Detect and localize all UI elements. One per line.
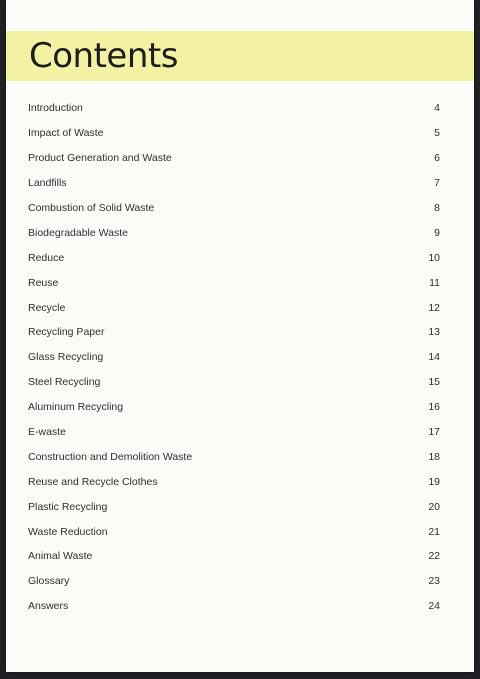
toc-entry-title: Introduction [28, 102, 83, 115]
toc-entry[interactable] [28, 146, 440, 171]
toc-entry-title: Impact of Waste [28, 127, 104, 140]
toc-entry-page: 19 [428, 475, 440, 488]
toc-entry[interactable] [28, 544, 440, 569]
book-page [6, 0, 474, 672]
toc-entry-title: Answers [28, 600, 69, 613]
toc-entry[interactable] [28, 420, 440, 445]
toc-entry-title: Recycle [28, 301, 66, 314]
toc-entry-title: Plastic Recycling [28, 500, 108, 513]
toc-entry-title: Product Generation and Waste [28, 152, 172, 165]
toc-entry-page: 11 [429, 276, 440, 289]
toc-entry[interactable] [28, 96, 440, 121]
toc-entry[interactable] [28, 444, 440, 469]
toc-entry-title: Landfills [28, 177, 67, 190]
toc-entry-page: 7 [434, 177, 440, 190]
toc-entry-page: 10 [428, 251, 440, 264]
toc-entry-title: Construction and Demolition Waste [28, 450, 193, 463]
toc-entry-title: Glass Recycling [28, 351, 104, 364]
toc-entry[interactable] [28, 196, 440, 221]
toc-entry-title: Reuse [28, 276, 59, 289]
toc-entry[interactable] [28, 295, 440, 320]
toc-entry-page: 20 [428, 500, 440, 513]
toc-entry-page: 4 [434, 102, 440, 115]
toc-entry[interactable] [28, 370, 440, 395]
toc-entry[interactable] [28, 469, 440, 494]
toc-entry-page: 23 [428, 575, 440, 588]
toc-entry[interactable] [28, 494, 440, 519]
toc-entry-title: Glossary [28, 575, 70, 588]
toc-entry-title: Steel Recycling [28, 376, 101, 389]
toc-entry[interactable] [28, 345, 440, 370]
toc-entry-page: 13 [428, 326, 440, 339]
toc-entry-page: 9 [434, 226, 440, 239]
toc-entry[interactable] [28, 519, 440, 544]
toc-entry[interactable] [28, 245, 440, 270]
toc-entry-title: Animal Waste [28, 550, 93, 563]
toc-entry-page: 5 [434, 127, 440, 140]
toc-entry-page: 15 [428, 376, 440, 389]
toc-entry[interactable] [28, 220, 440, 245]
toc-entry[interactable] [28, 395, 440, 420]
toc-entry-page: 8 [434, 202, 440, 214]
toc-entry-title: Reuse and Recycle Clothes [28, 475, 158, 488]
toc-entry[interactable] [28, 121, 440, 146]
toc-entry-title: Aluminum Recycling [28, 401, 124, 414]
toc-entry[interactable] [28, 320, 440, 345]
toc-entry-page: 22 [428, 550, 440, 563]
toc-entry[interactable] [28, 569, 440, 594]
toc-entry-title: Reduce [28, 251, 65, 264]
toc-entry[interactable] [28, 594, 440, 619]
toc-entry-page: 18 [428, 450, 440, 463]
toc-entry-page: 6 [434, 152, 440, 165]
toc-entry-page: 14 [428, 351, 440, 364]
toc-entry[interactable] [28, 270, 440, 295]
toc-entry-page: 16 [428, 401, 440, 414]
toc-entry[interactable] [28, 171, 440, 196]
toc-entry-title: Recycling Paper [28, 326, 105, 339]
toc-entry-page: 17 [428, 426, 440, 439]
page-title: Contents [29, 36, 178, 76]
table-of-contents [28, 96, 440, 619]
toc-entry-title: Biodegradable Waste [28, 226, 129, 239]
toc-entry-page: 21 [428, 525, 440, 538]
toc-entry-title: Combustion of Solid Waste [28, 202, 155, 214]
toc-entry-page: 12 [428, 301, 440, 314]
toc-entry-page: 24 [428, 600, 440, 613]
toc-entry-title: Waste Reduction [28, 525, 108, 538]
toc-entry-title: E-waste [28, 426, 66, 439]
